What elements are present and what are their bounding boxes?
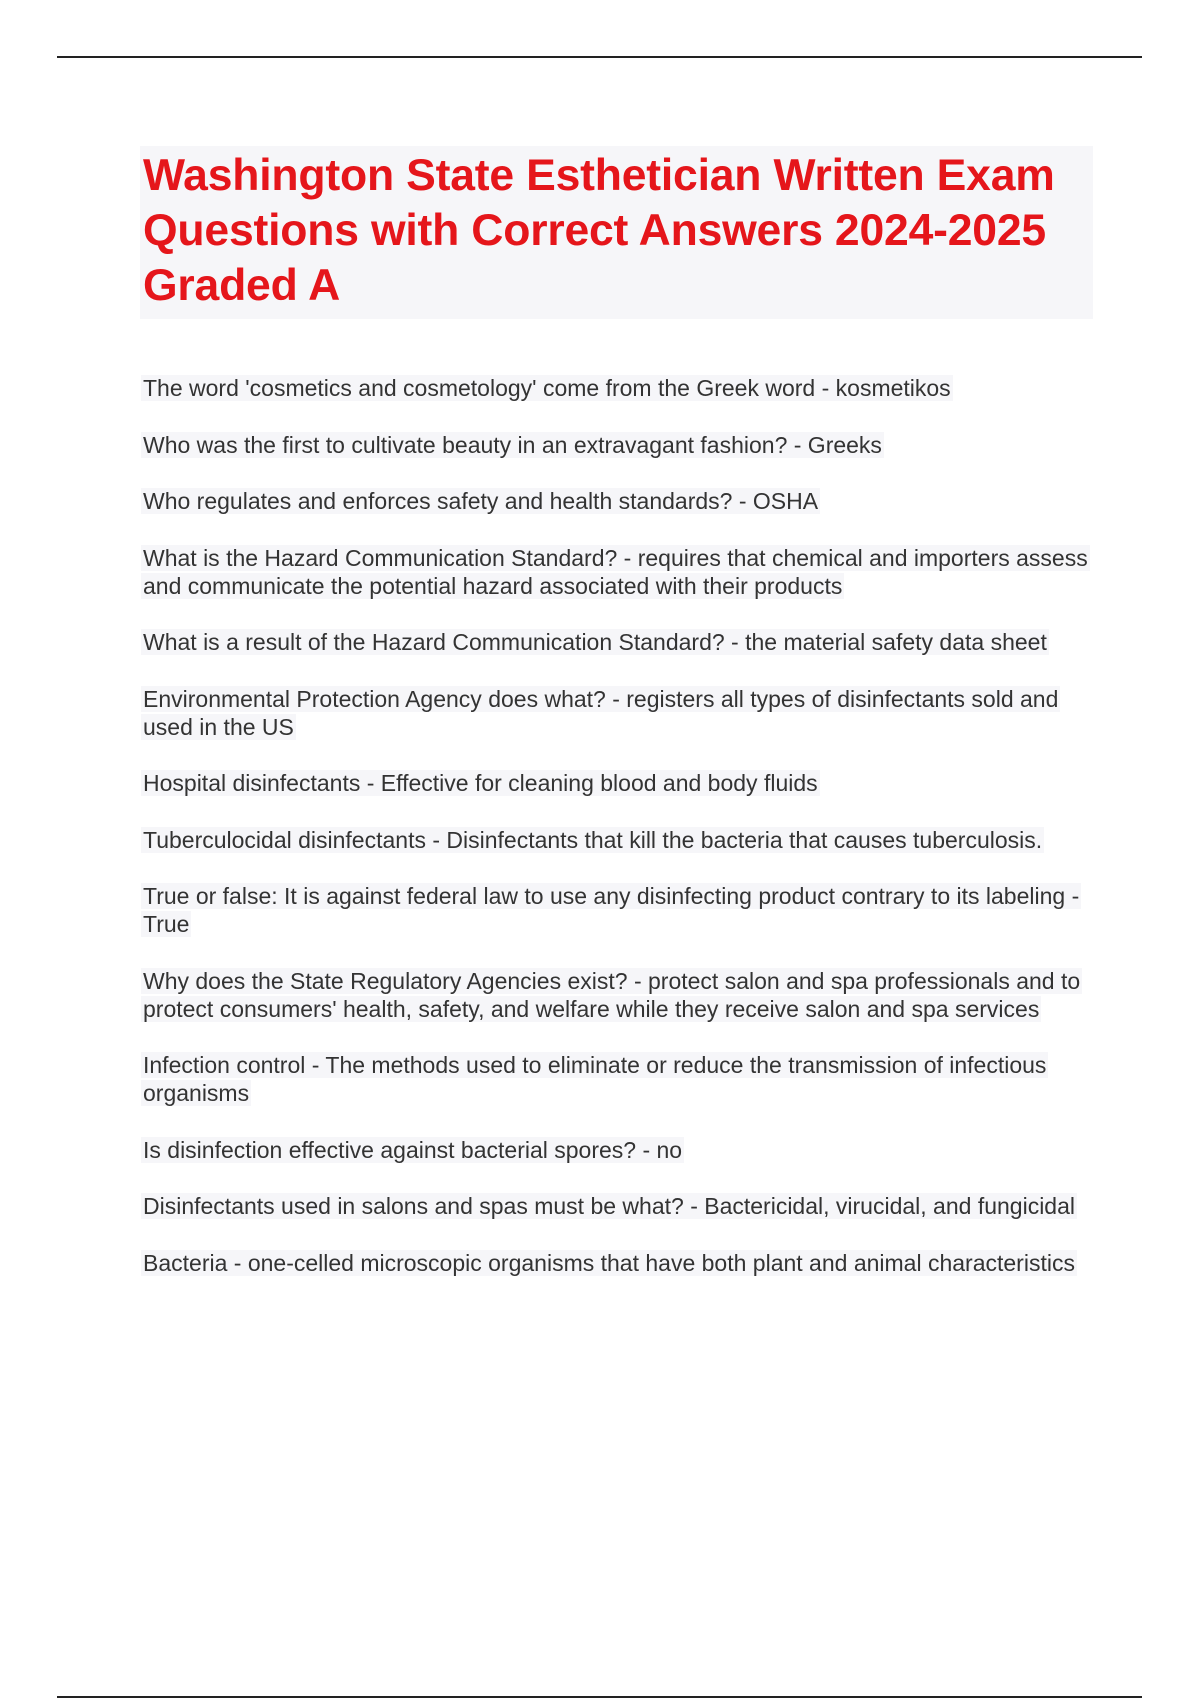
qa-item-text: Hospital disinfectants - Effective for cleaning blood and body fluids: [143, 770, 818, 796]
top-rule: [57, 56, 1142, 58]
qa-item-text: Who regulates and enforces safety and health standards? - OSHA: [143, 488, 819, 514]
qa-item: [143, 769, 1093, 797]
document-title: Washington State Esthetician Written Exam Questions with Correct Answers 2024-2025 Graded A: [143, 151, 1055, 310]
qa-item-text: Infection control - The methods used to eliminate or reduce the transmission of infectious organisms: [143, 1052, 1047, 1106]
qa-item: [143, 487, 1093, 515]
qa-item: [143, 431, 1093, 459]
document-body: [143, 146, 1093, 1305]
qa-item-text: Is disinfection effective against bacterial spores? - no: [143, 1136, 683, 1163]
qa-item: [143, 1051, 1093, 1107]
qa-item: [143, 374, 1093, 402]
bottom-rule: [57, 1696, 1142, 1698]
qa-item-text: What is the Hazard Communication Standard? - requires that chemical and importers assess and communicate the potential hazard associated with their products: [143, 544, 1088, 599]
qa-item-text: Bacteria - one-celled microscopic organisms that have both plant and animal characteristics: [143, 1249, 1075, 1276]
qa-item: [143, 1249, 1093, 1277]
qa-item-text: Tuberculocidal disinfectants - Disinfectants that kill the bacteria that causes tuberculosis.: [143, 826, 1043, 853]
qa-item: [143, 967, 1093, 1023]
qa-item: [143, 882, 1093, 938]
qa-item: [143, 826, 1093, 854]
qa-item: [143, 628, 1093, 656]
qa-list: [143, 374, 1093, 1277]
qa-item: [143, 685, 1093, 741]
qa-item-text: What is a result of the Hazard Communication Standard? - the material safety data sheet: [143, 629, 1047, 655]
qa-item-text: The word 'cosmetics and cosmetology' come from the Greek word - kosmetikos: [143, 375, 951, 401]
qa-item: [143, 1192, 1093, 1220]
qa-item-text: Who was the first to cultivate beauty in an extravagant fashion? - Greeks: [143, 431, 882, 458]
qa-item-text: True or false: It is against federal law to use any disinfecting product contrary to its labeling - True: [143, 883, 1080, 937]
qa-item-text: Why does the State Regulatory Agencies exist? - protect salon and spa professionals and to protect consumers' health, safety, and welfare while they receive salon and spa services: [143, 967, 1081, 1022]
qa-item-text: Environmental Protection Agency does what? - registers all types of disinfectants sold and used in the US: [143, 685, 1059, 740]
qa-item: [143, 1136, 1093, 1164]
qa-item: [143, 544, 1093, 600]
title-block: [140, 146, 1093, 319]
qa-item-text: Disinfectants used in salons and spas must be what? - Bactericidal, virucidal, and fungicidal: [143, 1193, 1075, 1219]
